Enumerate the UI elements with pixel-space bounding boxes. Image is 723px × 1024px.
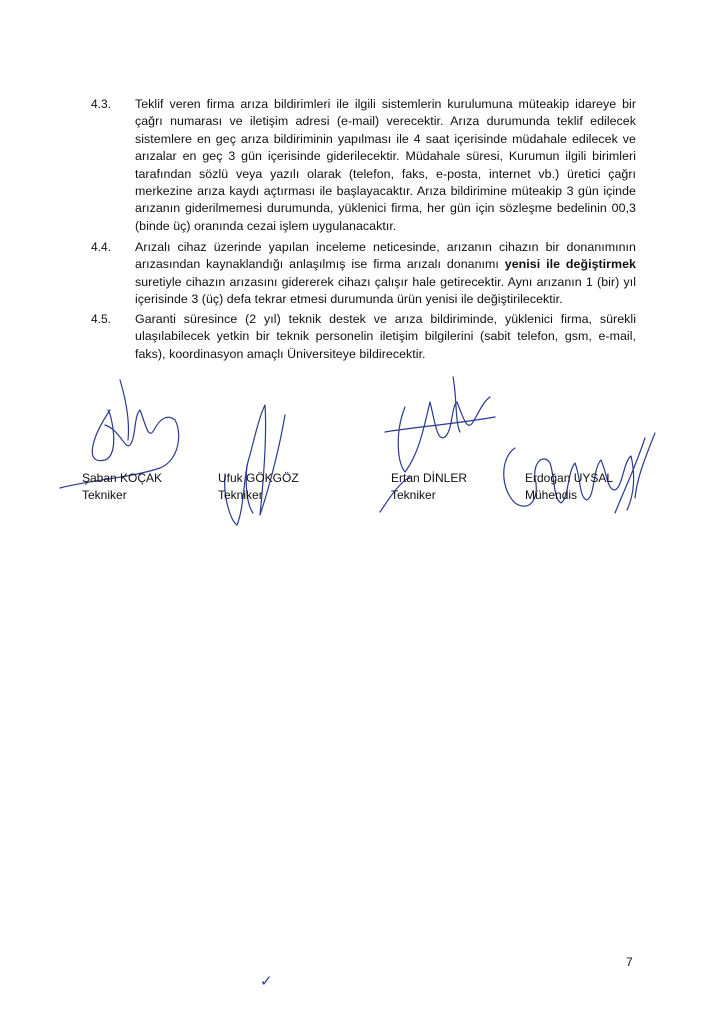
- signatory-name: Erdoğan UYSAL: [525, 471, 614, 485]
- signature-2: [205, 395, 295, 535]
- signatory-name: Şaban KOÇAK: [82, 471, 163, 485]
- signatory-title: Tekniker: [82, 488, 127, 502]
- clause-number: 4.4.: [91, 240, 112, 254]
- clause-number: 4.5.: [91, 312, 112, 326]
- clause-text: Garanti süresince (2 yıl) teknik destek ve arıza bildiriminde, yüklenici firma, sürekli ulaşılabilecek yetkin bir teknik personelin iletişim bilgilerini (sabit telefon, gsm, e-mail, faks), koordinasyon amaçlı Üniversiteye bildirecektir.: [135, 312, 636, 361]
- clause-text-part: Arızalı cihaz üzerinde yapılan inceleme neticesinde, arızanın cihazın bir donanımının arızasından kaynaklandığı anlaşılmış ise firma arızalı donanımı: [135, 240, 636, 272]
- signatory-name: Ertan DİNLER: [391, 471, 468, 485]
- clause-4-5: [91, 311, 636, 363]
- clause-number: 4.3.: [91, 97, 112, 111]
- clause-text-part: suretiyle cihazın arızasını gidererek cihazı çalışır hale getirecektir. Aynı arızanın 1 (bir) yıl içerisinde 3 (üç) defa tekrar etmesi durumunda ürün yenisi ile değiştirilecektir.: [135, 274, 636, 307]
- signatory-4: [525, 470, 613, 504]
- signatory-name: Ufuk GÖKGÖZ: [218, 471, 299, 485]
- signatory-title: Mühendis: [525, 488, 578, 502]
- signatory-title: Tekniker: [218, 488, 263, 502]
- handwritten-check-mark: ✓: [260, 973, 273, 990]
- clause-text: Teklif veren firma arıza bildirimleri ile ilgili sistemlerin kurulumuna müteakip idareye bir çağrı numarası ve iletişim adresi (e-mail) verecektir. Arıza durumunda teklif edilecek sistemlere en geç arıza bildiriminin yapılması ile 4 saat içerisinde müdahale edilecek ve arızalar en geç 3 gün içerisinde giderilecektir. Müdahale süresi, Kurumun ilgili birimleri tarafından sözlü veya yazılı olarak (telefon, faks, e-posta, internet vb.) üretici çağrı merkezine arıza kaydı açtırması ile başlayacaktır. Arıza bildirimine müteakip 3 gün içinde arızanın giderilmemesi durumunda, yüklenici firma, her gün için sözleşme bedelinin 00,3 (binde üç) oranında cezai işlem uygulanacaktır.: [135, 97, 636, 233]
- clause-4-3: [91, 96, 636, 235]
- signatory-3: [391, 470, 467, 504]
- clause-text: [135, 239, 636, 309]
- signatory-title: Tekniker: [391, 488, 436, 502]
- page-number: 7: [626, 955, 633, 969]
- signatory-1: [82, 470, 162, 504]
- clause-text-bold: yenisi ile değiştirmek: [504, 257, 636, 272]
- signatory-2: [218, 470, 299, 504]
- clause-4-4: [91, 239, 636, 309]
